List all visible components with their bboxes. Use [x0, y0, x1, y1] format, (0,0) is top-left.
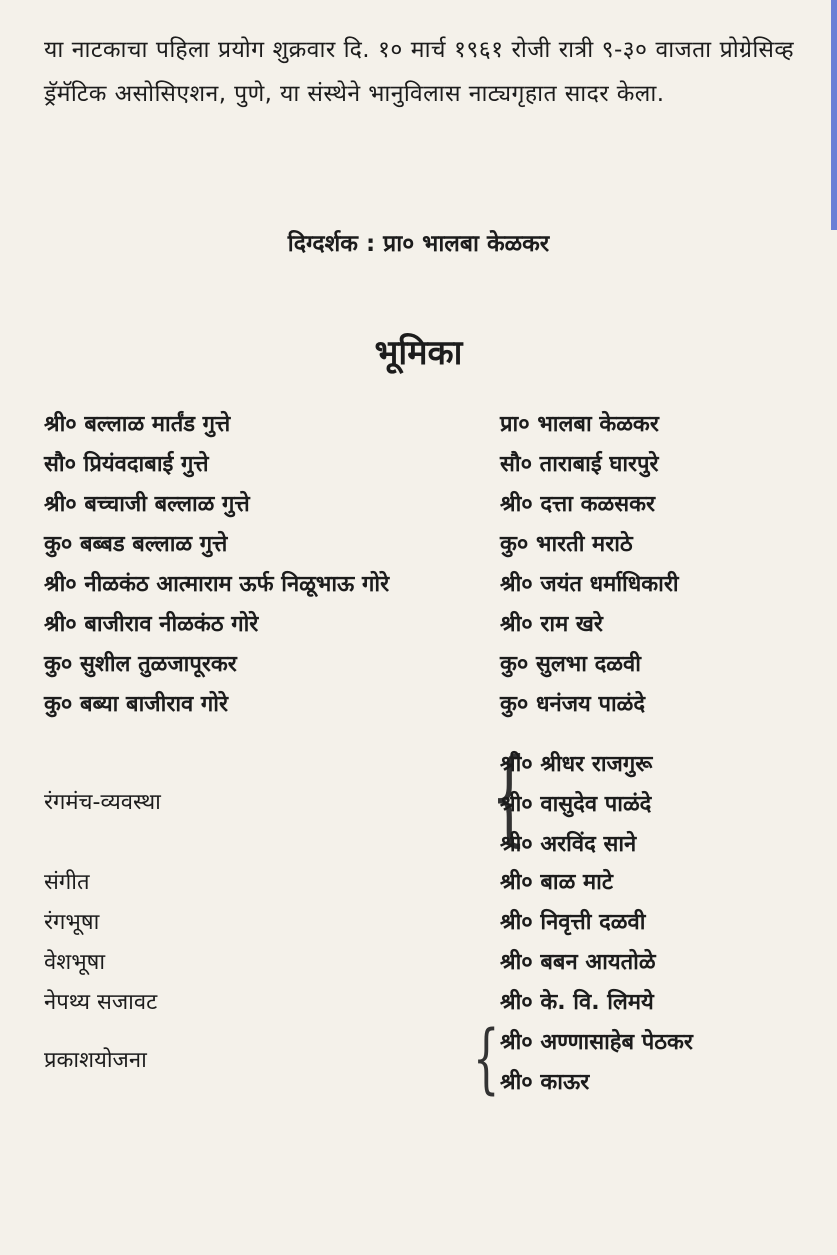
- intro-paragraph: या नाटकाचा पहिला प्रयोग शुक्रवार दि. १० मार्च १९६१ रोजी रात्री ९-३० वाजता प्रोग्रेसिव्ह ड्रॅमॅटिक असोसिएशन, पुणे, या संस्थेने भानुविलास नाट्यगृहात सादर केला.: [44, 37, 794, 107]
- cast-role: कु० बब्बड बल्लाळ गुत्ते: [44, 532, 228, 557]
- crew-label-set: नेपथ्य सजावट: [44, 990, 158, 1015]
- cast-row: [44, 648, 804, 688]
- crew-name-makeup: श्री० निवृत्ती दळवी: [500, 910, 646, 935]
- cast-heading: भूमिका: [374, 333, 463, 373]
- cast-row: [44, 568, 804, 608]
- brace-icon: {: [472, 1013, 500, 1102]
- cast-row: [44, 608, 804, 648]
- cast-actor: कु० धनंजय पाळंदे: [500, 692, 646, 717]
- cast-actor: श्री० दत्ता कळसकर: [500, 492, 655, 517]
- crew-name-stage: श्री० वासुदेव पाळंदे: [500, 792, 652, 817]
- cast-row: [44, 688, 804, 728]
- cast-actor: कु० भारती मराठे: [500, 532, 633, 557]
- cast-role: श्री० नीळकंठ आत्माराम ऊर्फ निळूभाऊ गोरे: [44, 572, 390, 597]
- crew-name-music: श्री० बाळ माटे: [500, 870, 613, 895]
- crew-label-music: संगीत: [44, 870, 90, 895]
- crew-label-makeup: रंगभूषा: [44, 910, 100, 935]
- crew-name-lighting: श्री० अण्णासाहेब पेठकर: [500, 1030, 693, 1055]
- crew-name-lighting: श्री० काऊर: [500, 1070, 590, 1095]
- cast-role: श्री० बल्लाळ मार्तंड गुत्ते: [44, 412, 231, 437]
- crew-label-lighting: प्रकाशयोजना: [44, 1048, 147, 1073]
- page-edge-stripe: [831, 0, 837, 230]
- cast-row: [44, 448, 804, 488]
- crew-label-costume: वेशभूषा: [44, 950, 106, 975]
- cast-actor: श्री० जयंत धर्माधिकारी: [500, 572, 679, 597]
- cast-role: सौ० प्रियंवदाबाई गुत्ते: [44, 452, 209, 477]
- cast-row: [44, 488, 804, 528]
- brace-icon: {: [490, 735, 528, 857]
- crew-name-stage: श्री० श्रीधर राजगुरू: [500, 752, 653, 777]
- cast-actor: प्रा० भालबा केळकर: [500, 412, 659, 437]
- crew-label-stage: रंगमंच-व्यवस्था: [44, 790, 161, 815]
- director-credit: दिग्दर्शक : प्रा० भालबा केळकर: [287, 231, 550, 257]
- cast-role: कु० सुशील तुळजापूरकर: [44, 652, 237, 677]
- cast-actor: कु० सुलभा दळवी: [500, 652, 641, 677]
- crew-name-costume: श्री० बबन आयतोळे: [500, 950, 656, 975]
- cast-actor: सौ० ताराबाई घारपुरे: [500, 452, 659, 477]
- cast-role: श्री० बच्चाजी बल्लाळ गुत्ते: [44, 492, 250, 517]
- cast-role: कु० बब्या बाजीराव गोरे: [44, 692, 228, 717]
- crew-name-stage: श्री० अरविंद साने: [500, 832, 637, 857]
- cast-actor: श्री० राम खरे: [500, 612, 603, 637]
- cast-row: [44, 408, 804, 448]
- cast-row: [44, 528, 804, 568]
- cast-role: श्री० बाजीराव नीळकंठ गोरे: [44, 612, 259, 637]
- crew-name-set: श्री० के. वि. लिमये: [500, 990, 654, 1015]
